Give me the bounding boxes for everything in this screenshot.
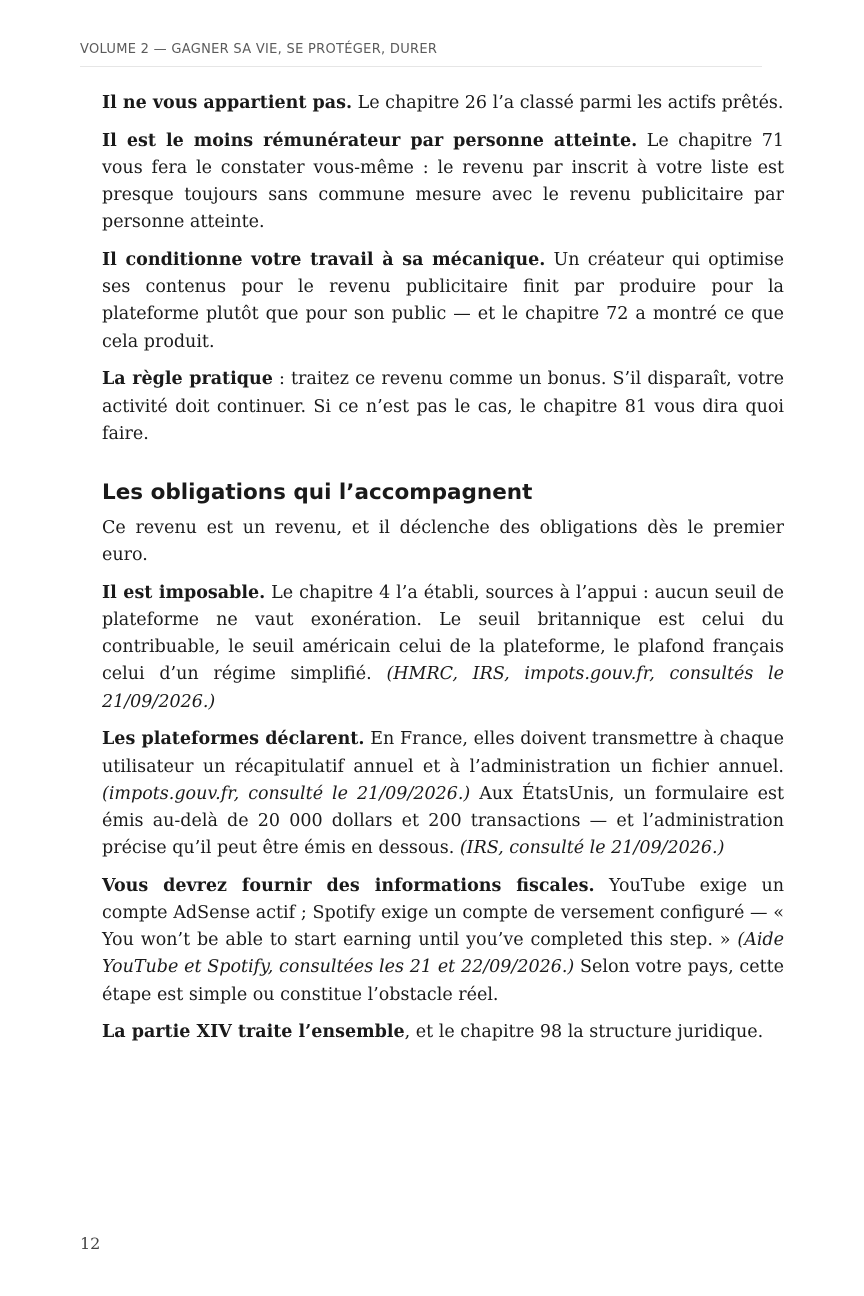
paragraph	[102, 873, 784, 1009]
paragraph-text: Aux ÉtatsUnis, un formulaire est émis au-delà de 20 000 dollars et 200 transactions — et l’administration précise qu’il peut être émis en dessous.	[102, 783, 784, 859]
paragraph-text: , et le chapitre 98 la structure juridique.	[404, 1022, 764, 1043]
paragraph	[102, 90, 784, 117]
paragraph	[102, 247, 784, 356]
page-body	[102, 90, 784, 1057]
paragraph	[102, 1019, 784, 1046]
paragraph-text: Le chapitre 26 l’a classé parmi les actifs prêtés.	[352, 93, 784, 113]
paragraph-lead: Il ne vous appartient pas.	[102, 93, 353, 113]
source-citation: (impots.gouv.fr, consulté le 21/09/2026.)	[102, 783, 471, 804]
paragraph-lead: La règle pratique	[102, 369, 273, 390]
paragraph-text: Le chapitre 4 l’a établi, sources à l’appui : aucun seuil de plateforme ne vaut exonération. Le seuil britannique est celui du contribuable, le seuil américain celui de la plateforme, le plafond français celui d’un régime simplifié.	[102, 582, 784, 685]
paragraph-lead: La partie XIV traite l’ensemble	[102, 1022, 405, 1043]
page-number: 12	[80, 1234, 101, 1253]
paragraph-text: Ce revenu est un revenu, et il déclenche des obligations dès le premier euro.	[102, 517, 784, 566]
paragraph-text: En France, elles doivent transmettre à chaque utilisateur un récapitulatif annuel et à l’administration un fichier annuel.	[102, 729, 784, 777]
running-header: VOLUME 2 — GAGNER SA VIE, SE PROTÉGER, DURER	[80, 42, 762, 67]
source-citation: (HMRC, IRS, impots.gouv.fr, consultés le 21/09/2026.)	[102, 664, 784, 712]
paragraph	[102, 366, 784, 448]
paragraph-text: Un créateur qui optimise ses contenus pour le revenu publicitaire finit par produire pour la plateforme plutôt que pour son public — et le chapitre 72 a montré ce que cela produit.	[102, 250, 784, 352]
paragraph	[102, 515, 784, 569]
source-citation: (IRS, consulté le 21/09/2026.)	[459, 838, 725, 859]
paragraph	[102, 128, 784, 237]
source-citation: (Aide YouTube et Spotify, consultées les 21 et 22/09/2026.)	[102, 930, 784, 978]
paragraph-lead: Les plateformes déclarent.	[102, 729, 365, 750]
paragraph	[102, 726, 784, 862]
section-heading: Les obligations qui l’accompagnent	[102, 479, 533, 505]
paragraph-lead: Il conditionne votre travail à sa mécanique.	[102, 250, 546, 271]
paragraph-text: Le chapitre 71 vous fera le constater vous-même : le revenu par inscrit à votre liste est presque toujours sans commune mesure avec le revenu publicitaire par personne atteinte.	[102, 130, 784, 233]
paragraph-lead: Il est le moins rémunérateur par personne atteinte.	[102, 130, 638, 151]
paragraph-lead: Il est imposable.	[102, 582, 266, 603]
paragraph-text: : traitez ce revenu comme un bonus. S’il disparaît, votre activité doit continuer. Si ce n’est pas le cas, le chapitre 81 vous dira quoi faire.	[102, 369, 784, 444]
paragraph	[102, 580, 784, 716]
paragraph-text: Selon votre pays, cette étape est simple ou constitue l’obstacle réel.	[102, 957, 785, 1005]
paragraph-lead: Vous devrez fournir des informations fiscales.	[102, 875, 595, 896]
paragraph-text: YouTube exige un compte AdSense actif ; Spotify exige un compte de versement configuré — « You won’t be able to start earning until you’ve completed this step. »	[102, 875, 784, 951]
